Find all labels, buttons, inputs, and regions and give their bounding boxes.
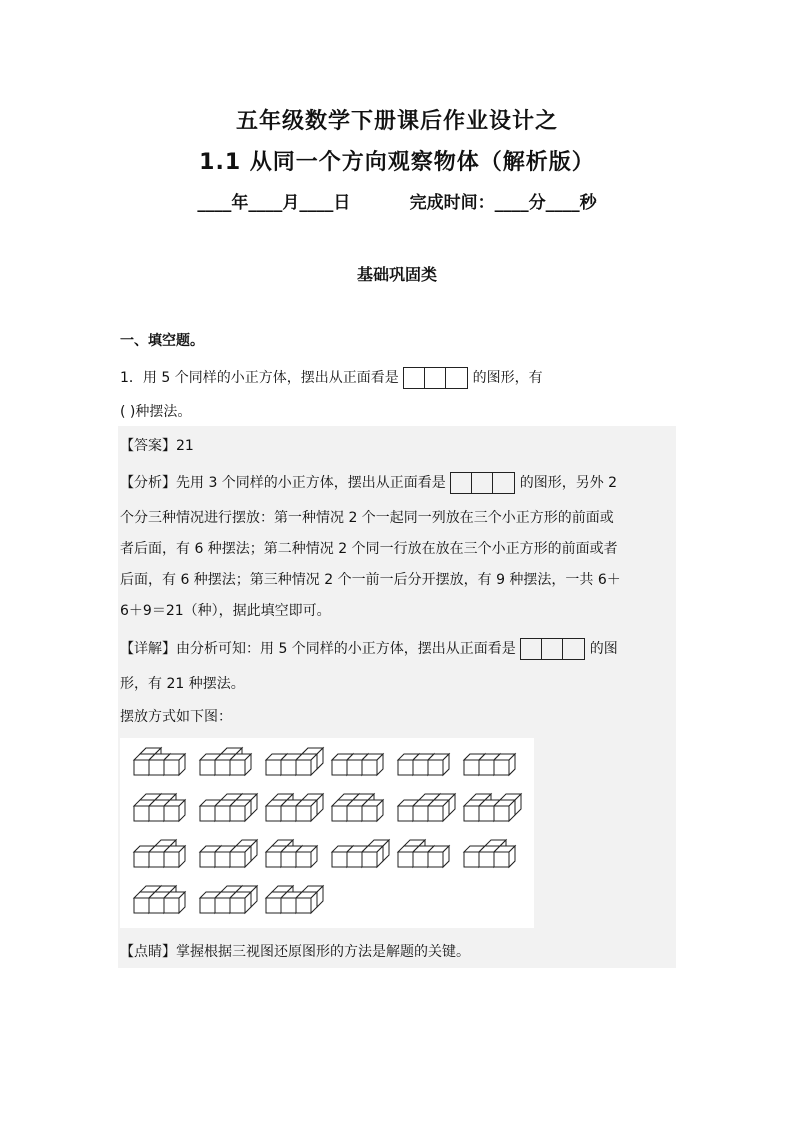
detail-line-2: 形，有 21 种摆法。	[120, 676, 245, 692]
cube-arrangement	[134, 840, 185, 867]
cube-arrangement	[200, 886, 257, 913]
cube-arrangement	[200, 840, 257, 867]
detail-text-after: 的图	[589, 641, 618, 657]
cube-arrangement	[134, 886, 185, 913]
cube-arrangement	[332, 794, 383, 821]
detail-text-before: 【详解】由分析可知：用 5 个同样的小正方体，摆出从正面看是	[120, 641, 516, 657]
cube-arrangement	[134, 794, 185, 821]
front-view-figure	[403, 367, 468, 389]
cube-arrangement	[266, 840, 317, 867]
cube-arrangement	[464, 794, 521, 821]
cube-arrangements-drawing	[120, 738, 534, 928]
question-line-1	[120, 367, 543, 389]
cube-arrangement	[332, 840, 389, 867]
arrangements-figure	[120, 738, 534, 928]
tip-line: 【点睛】掌握根据三视图还原图形的方法是解题的关键。	[120, 944, 470, 960]
cube-arrangement	[398, 794, 455, 821]
cube-arrangement	[464, 840, 515, 867]
part-title: 一、填空题。	[120, 333, 204, 349]
cube-arrangement	[398, 840, 449, 867]
answer-line: 【答案】21	[120, 438, 194, 454]
document-subtitle: 1.1 从同一个方向观察物体（解析版）	[199, 150, 595, 175]
cube-arrangement	[266, 748, 323, 775]
front-view-figure	[450, 472, 515, 494]
analysis-line-4: 后面，有 6 种摆法；第三种情况 2 个一前一后分开摆放，有 9 种摆法，一共 6＋	[120, 572, 621, 588]
analysis-line-1	[120, 472, 617, 494]
question-line-2: ( )种摆法。	[120, 404, 192, 420]
question-text-before: 1．用 5 个同样的小正方体，摆出从正面看是	[120, 370, 399, 386]
analysis-text-after: 的图形，另外 2	[519, 475, 618, 491]
analysis-line-5: 6＋9＝21（种），据此填空即可。	[120, 603, 331, 619]
document-title: 五年级数学下册课后作业设计之	[235, 109, 558, 134]
section-title: 基础巩固类	[356, 265, 437, 284]
cube-arrangement	[266, 794, 323, 821]
cube-arrangement	[134, 748, 185, 775]
front-view-figure	[520, 638, 585, 660]
analysis-line-2: 个分三种情况进行摆放：第一种情况 2 个一起同一列放在三个小正方形的前面或	[120, 510, 614, 526]
figures-intro: 摆放方式如下图：	[120, 709, 232, 725]
cube-arrangement	[398, 754, 449, 775]
analysis-text-before: 【分析】先用 3 个同样的小正方体，摆出从正面看是	[120, 475, 446, 491]
question-text-after: 的图形，有	[472, 370, 543, 386]
cube-arrangement	[266, 886, 323, 913]
cube-arrangement	[332, 754, 383, 775]
answer-panel	[118, 426, 676, 968]
detail-line-1	[120, 638, 618, 660]
analysis-line-3: 者后面，有 6 种摆法；第二种情况 2 个同一行放在放在三个小正方形的前面或者	[120, 541, 618, 557]
date-time-line: ____年____月____日 完成时间：____分____秒	[197, 193, 597, 213]
cube-arrangement	[200, 794, 257, 821]
cube-arrangement	[464, 754, 515, 775]
cube-arrangement	[200, 748, 251, 775]
